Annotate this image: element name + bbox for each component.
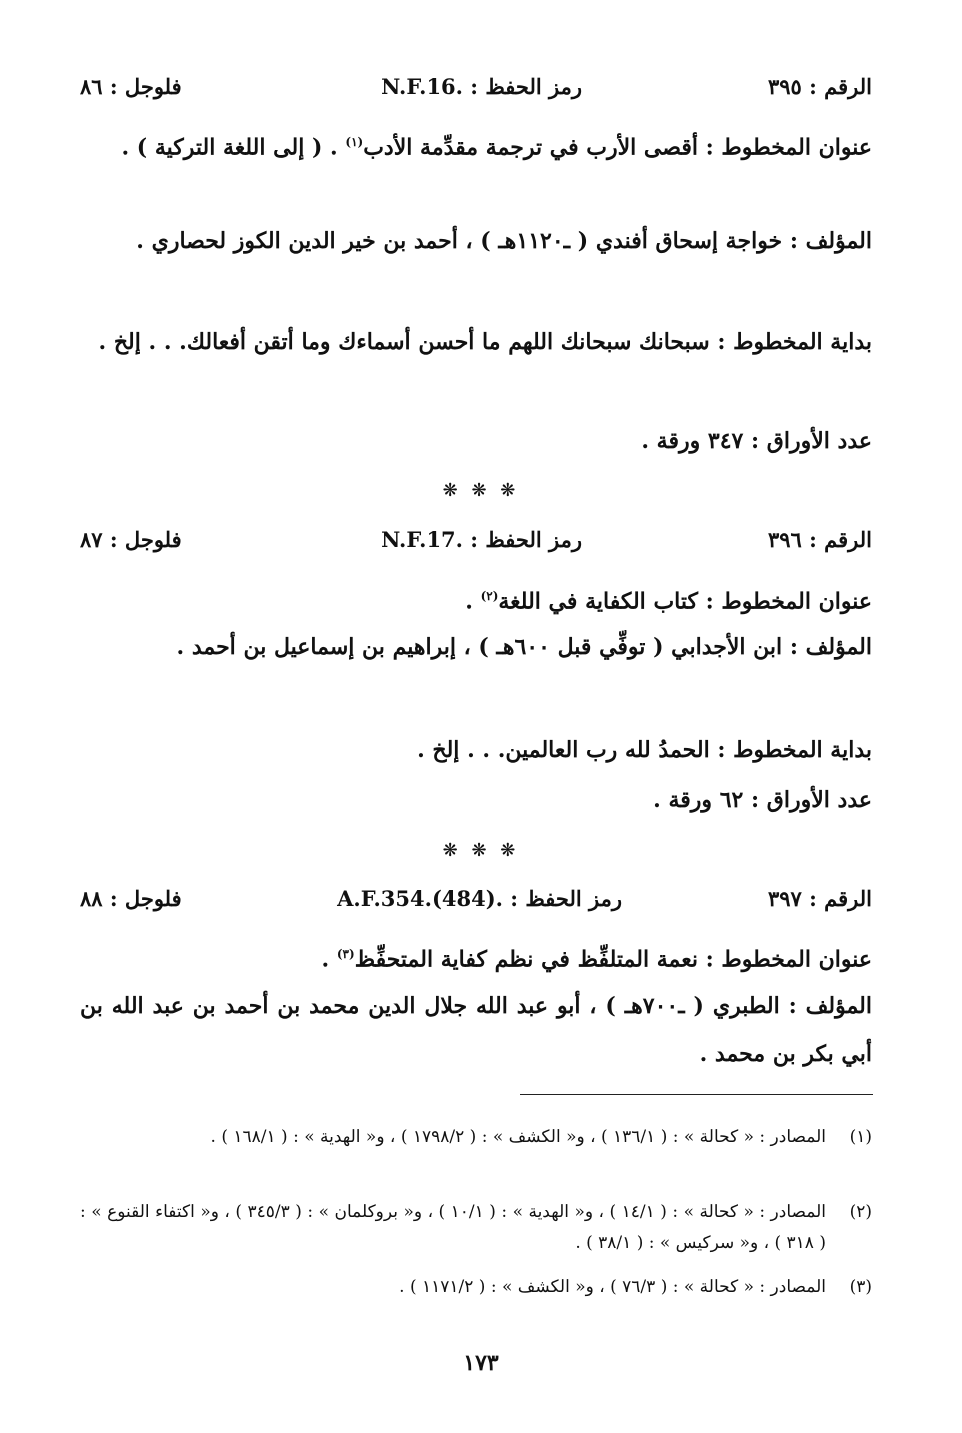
flugel-number: فلوجل : ٨٦ bbox=[80, 74, 182, 99]
footnote-text: المصادر : « كحالة » : ( ١٣٦/١ ) ، و« الكشف » : ( ١٧٩٨/٢ ) ، و« الهدية » : ( ١٦٨/١ ) . bbox=[210, 1127, 826, 1147]
footnote bbox=[80, 1122, 872, 1153]
storage-code-value: A.F.354.(484). bbox=[337, 886, 503, 911]
leaves-label: عدد الأوراق : bbox=[751, 428, 872, 454]
manuscript-beginning bbox=[80, 318, 872, 366]
beginning-label: بداية المخطوط : bbox=[717, 329, 872, 355]
footnote-mark: (٢) bbox=[849, 1202, 872, 1222]
author-label: المؤلف : bbox=[789, 634, 872, 660]
author-text: ابن الأجدابي ( توفِّي قبل ٦٠٠هـ ) ، إبراهيم بن إسماعيل بن أحمد . bbox=[176, 634, 783, 660]
footnote-mark: (١) bbox=[849, 1127, 872, 1147]
footnote-text: المصادر : « كحالة » : ( ٧٦/٣ ) ، و« الكشف » : ( ١١٧١/٢ ) . bbox=[399, 1277, 826, 1297]
storage-code bbox=[337, 886, 622, 911]
storage-code bbox=[381, 74, 582, 99]
beginning-text: سبحانك سبحانك اللهم ما أحسن أسماءك وما أتقن أفعالك. . . إلخ . bbox=[98, 329, 710, 355]
beginning-text: الحمدُ لله رب العالمين. . . إلخ . bbox=[417, 737, 710, 763]
footnote-ref: (١) bbox=[345, 135, 364, 149]
footnote bbox=[80, 1197, 872, 1259]
entry-number: الرقم : ٣٩٥ bbox=[767, 74, 872, 99]
title-label: عنوان المخطوط : bbox=[705, 946, 872, 973]
manuscript-title bbox=[80, 930, 872, 983]
title-label: عنوان المخطوط : bbox=[705, 588, 872, 615]
flugel-number: فلوجل : ٨٧ bbox=[80, 527, 182, 552]
title-tail: . bbox=[321, 946, 330, 973]
storage-code-value: N.F.16. bbox=[381, 74, 463, 99]
storage-code-label: رمز الحفظ : bbox=[510, 886, 622, 911]
storage-code-label: رمز الحفظ : bbox=[470, 527, 582, 552]
manuscript-beginning bbox=[80, 726, 872, 774]
storage-code-label: رمز الحفظ : bbox=[470, 74, 582, 99]
manuscript-title bbox=[80, 118, 872, 171]
footnote-ref: (٢) bbox=[480, 589, 499, 603]
title-label: عنوان المخطوط : bbox=[705, 134, 872, 161]
beginning-label: بداية المخطوط : bbox=[717, 737, 872, 763]
entry-number: الرقم : ٣٩٧ bbox=[767, 886, 872, 911]
author bbox=[80, 982, 872, 1078]
author bbox=[80, 217, 872, 265]
footnote-ref: (٣) bbox=[336, 947, 355, 961]
footnote-text: المصادر : « كحالة » : ( ١٤/١ ) ، و« الهدية » : ( ١٠/١ ) ، و« بروكلمان » : ( ٣٤٥/٣ ) ، و« اكتفاء القنوع » : ( ٣١٨ ) ، و« سركيس » : ( ٣٨/١ ) . bbox=[80, 1202, 826, 1253]
leaves-label: عدد الأوراق : bbox=[751, 787, 872, 813]
title-text: نعمة المتلفِّظ في نظم كفاية المتحفِّظ bbox=[354, 946, 698, 973]
separator-stars: ❋ ❋ ❋ bbox=[442, 840, 520, 861]
author-label: المؤلف : bbox=[788, 993, 872, 1019]
flugel-number: فلوجل : ٨٨ bbox=[80, 886, 182, 911]
leaves-value: ٣٤٧ ورقة . bbox=[641, 428, 744, 454]
footnote bbox=[80, 1272, 872, 1303]
footnote-mark: (٣) bbox=[849, 1277, 872, 1297]
separator-stars: ❋ ❋ ❋ bbox=[442, 480, 520, 501]
leaves-count bbox=[80, 776, 872, 824]
title-tail: . ( إلى اللغة التركية ) . bbox=[121, 134, 338, 161]
leaves-count bbox=[80, 417, 872, 465]
storage-code bbox=[381, 527, 582, 552]
title-tail: . bbox=[465, 588, 473, 615]
footnote-divider bbox=[520, 1094, 873, 1095]
author-text: خواجة إسحاق أفندي ( ـ١١٢٠هـ ) ، أحمد بن خير الدين الكوز لحصاري . bbox=[136, 228, 783, 254]
title-text: كتاب الكفاية في اللغة bbox=[498, 588, 698, 615]
author-label: المؤلف : bbox=[789, 228, 872, 254]
page-number: ١٧٣ bbox=[463, 1350, 499, 1376]
manuscript-title bbox=[80, 572, 872, 625]
author-text: الطبري ( ـ٧٠٠هـ ) ، أبو عبد الله جلال الدين محمد بن أحمد بن عبد الله بن أبي بكر بن محمد . bbox=[80, 993, 872, 1067]
entry-number: الرقم : ٣٩٦ bbox=[767, 527, 872, 552]
title-text: أقصى الأرب في ترجمة مقدِّمة الأدب bbox=[363, 134, 698, 161]
leaves-value: ٦٢ ورقة . bbox=[653, 787, 744, 813]
storage-code-value: N.F.17. bbox=[381, 527, 463, 552]
author bbox=[80, 623, 872, 671]
